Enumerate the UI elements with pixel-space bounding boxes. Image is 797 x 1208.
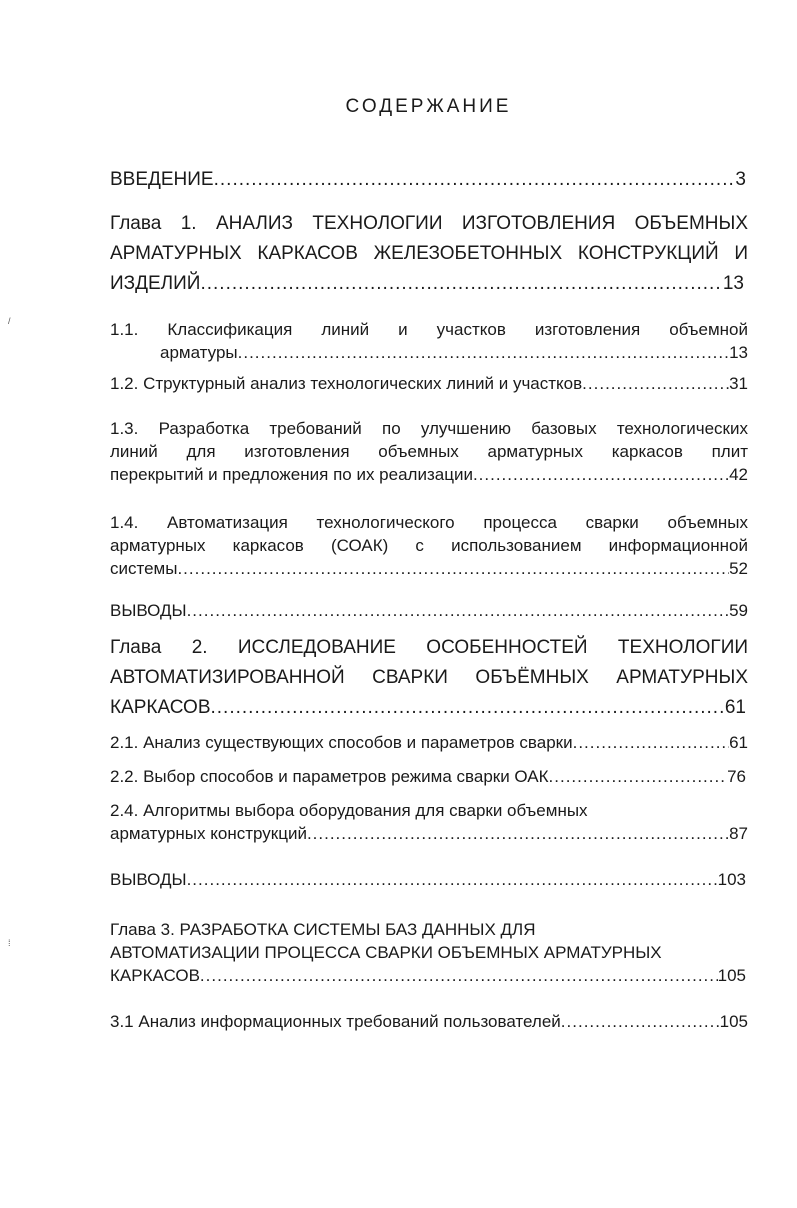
toc-line: системы [110, 559, 178, 578]
toc-line: АРМАТУРНЫХ КАРКАСОВ ЖЕЛЕЗОБЕТОННЫХ КОНСТРУКЦИЙ И [110, 243, 748, 264]
toc-line: 2.4. Алгоритмы выбора оборудования для сварки объемных [110, 801, 588, 820]
toc-entry-section-3-1 [110, 1010, 748, 1033]
dot-leader [211, 693, 725, 723]
dot-leader [187, 868, 718, 891]
page-number: 13 [729, 343, 748, 362]
toc-entry-introduction [110, 165, 746, 195]
toc-entry-section-1-3 [110, 417, 748, 486]
toc-line: арматурных конструкций [110, 824, 307, 843]
dot-leader [200, 269, 722, 299]
toc-label: ВЫВОДЫ [110, 870, 187, 889]
toc-line: перекрытий и предложения по их реализации [110, 465, 473, 484]
scan-artifact-mark: ⁞ [8, 938, 11, 948]
page-number: 31 [729, 374, 748, 393]
toc-line: арматурных каркасов (СОАК) с использованием информационной [110, 536, 748, 555]
toc-line: 2.1. Анализ существующих способов и параметров сварки [110, 733, 573, 752]
page-number: 103 [717, 870, 746, 889]
toc-line: Глава 2. ИССЛЕДОВАНИЕ ОСОБЕННОСТЕЙ ТЕХНОЛОГИИ [110, 637, 748, 658]
toc-entry-chapter-1 [110, 209, 748, 299]
page-number: 61 [729, 733, 748, 752]
toc-line: 2.2. Выбор способов и параметров режима сварки ОАК [110, 767, 549, 786]
dot-leader [549, 765, 728, 788]
page-number: 52 [729, 559, 748, 578]
page-number: 61 [724, 697, 746, 718]
page-number: 105 [717, 966, 746, 985]
toc-entry-section-2-2 [110, 765, 746, 788]
toc-entry-section-2-4 [110, 799, 748, 845]
page-number: 13 [722, 273, 744, 294]
toc-line: арматуры [160, 343, 238, 362]
toc-line: ИЗДЕЛИЙ [110, 273, 201, 294]
toc-entry-chapter-3 [110, 918, 748, 987]
toc-line: Глава 1. АНАЛИЗ ТЕХНОЛОГИИ ИЗГОТОВЛЕНИЯ ОБЪЕМНЫХ [110, 213, 748, 234]
dot-leader [561, 1010, 720, 1033]
toc-entry-chapter-2 [110, 633, 748, 723]
page-number: 105 [719, 1012, 748, 1031]
toc-line: 1.3. Разработка требований по улучшению базовых технологических [110, 419, 748, 438]
toc-line: 3.1 Анализ информационных требований пользователей [110, 1012, 561, 1031]
dot-leader [238, 341, 729, 364]
page-number: 59 [729, 601, 748, 620]
toc-entry-conclusions-2 [110, 868, 746, 891]
toc-entry-section-1-1 [110, 318, 748, 364]
dot-leader [214, 165, 736, 195]
toc-entry-section-1-4 [110, 511, 748, 580]
page-number: 87 [729, 824, 748, 843]
page-number: 76 [727, 767, 746, 786]
toc-label: ВВЕДЕНИЕ [110, 169, 214, 190]
page-number: 3 [735, 169, 746, 190]
page-title: СОДЕРЖАНИЕ [345, 96, 512, 117]
toc-label: ВЫВОДЫ [110, 601, 187, 620]
toc-line: АВТОМАТИЗИРОВАННОЙ СВАРКИ ОБЪЁМНЫХ АРМАТУРНЫХ [110, 667, 748, 688]
toc-line: АВТОМАТИЗАЦИИ ПРОЦЕССА СВАРКИ ОБЪЕМНЫХ АРМАТУРНЫХ [110, 943, 662, 962]
toc-line: КАРКАСОВ [110, 697, 211, 718]
toc-line: 1.2. Структурный анализ технологических линий и участков [110, 374, 583, 393]
page-number: 42 [729, 465, 748, 484]
toc-line: 1.4. Автоматизация технологического процесса сварки объемных [110, 513, 748, 532]
scan-artifact-mark: / [8, 316, 11, 326]
toc-line: 1.1. Классификация линий и участков изготовления объемной [110, 320, 748, 339]
dot-leader [307, 822, 729, 845]
toc-line: Глава 3. РАЗРАБОТКА СИСТЕМЫ БАЗ ДАННЫХ ДЛЯ [110, 920, 536, 939]
dot-leader [473, 463, 729, 486]
toc-line: КАРКАСОВ [110, 966, 200, 985]
dot-leader [200, 964, 718, 987]
toc-line: линий для изготовления объемных арматурных каркасов плит [110, 442, 748, 461]
dot-leader [573, 731, 729, 754]
toc-entry-section-1-2 [110, 372, 748, 395]
dot-leader [582, 372, 729, 395]
dot-leader [177, 557, 729, 580]
dot-leader [187, 599, 730, 622]
toc-entry-section-2-1 [110, 731, 748, 754]
toc-entry-conclusions-1 [110, 599, 748, 622]
